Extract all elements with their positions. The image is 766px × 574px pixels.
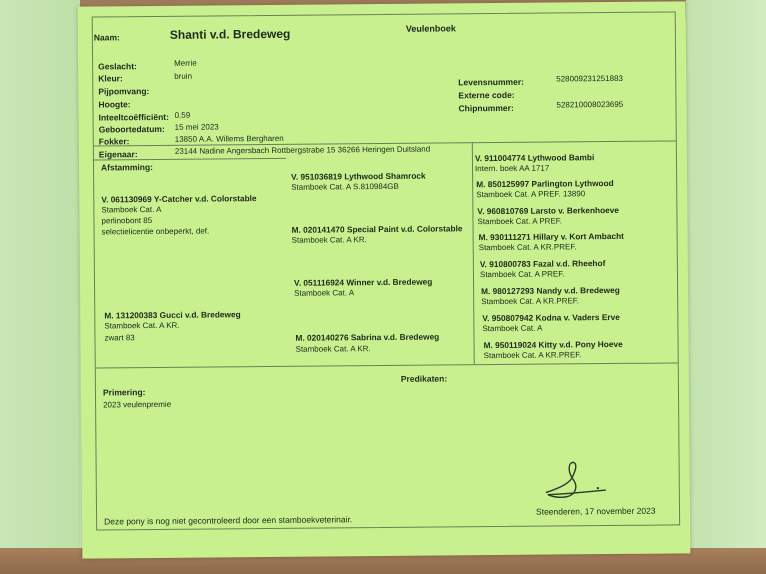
grandparent-2-name: M. 020141470 Special Paint v.d. Colorstable [291, 223, 463, 235]
great-grandparent-5-name: V. 910800783 Fazal v.d. Rheehof [479, 258, 606, 270]
hoogte-label: Hoogte: [98, 99, 131, 110]
pijpomvang-label: Pijpomvang: [98, 86, 150, 97]
grandparent-1-line: Stamboek Cat. A S.810984GB [291, 181, 399, 192]
sire-line-3: selectielicentie onbeperkt, def. [101, 226, 210, 237]
dam-line-1: Stamboek Cat. A KR. [104, 320, 180, 331]
levensnummer-label: Levensnummer: [458, 76, 524, 88]
divider-column [472, 142, 475, 364]
sire-line-2: perlinobont 85 [101, 216, 153, 226]
sire-line-1: Stamboek Cat. A [101, 204, 162, 215]
great-grandparent-3-line: Stamboek Cat. A PREF. [477, 216, 563, 227]
great-grandparent-5-line: Stamboek Cat. A PREF. [479, 269, 565, 280]
great-grandparent-2-name: M. 850125997 Parlington Lythwood [476, 177, 614, 190]
kleur-label: Kleur: [98, 73, 123, 84]
great-grandparent-7-line: Stamboek Cat. A [482, 323, 543, 334]
geslacht-value: Merrie [174, 58, 197, 68]
great-grandparent-2-line: Stamboek Cat. A PREF. 13890 [476, 189, 586, 200]
great-grandparent-6-line: Stamboek Cat. A KR.PREF. [481, 296, 580, 307]
certificate-frame [92, 11, 680, 530]
fokker-label: Fokker: [98, 136, 130, 147]
eigenaar-label: Eigenaar: [98, 149, 138, 160]
grandparent-4-name: M. 020140276 Sabrina v.d. Bredeweg [295, 331, 440, 343]
dam-name: M. 131200383 Gucci v.d. Bredeweg [104, 309, 241, 321]
geslacht-label: Geslacht: [98, 61, 137, 72]
horse-name: Shanti v.d. Bredeweg [169, 26, 291, 42]
great-grandparent-3-name: V. 960810769 Larsto v. Berkenhoeve [477, 204, 620, 217]
background-left [0, 0, 80, 574]
fokker-value: 13850 A.A. Willems Bergharen [174, 133, 284, 144]
footer-note: Deze pony is nog niet gecontroleerd door een stamboekveterinair. [104, 514, 353, 527]
great-grandparent-6-name: M. 980127293 Nandy v.d. Bredeweg [481, 284, 620, 297]
chipnummer-value: 528210008023695 [556, 99, 624, 110]
great-grandparent-8-line: Stamboek Cat. A KR.PREF. [483, 350, 582, 361]
grandparent-4-line: Stamboek Cat. A KR. [295, 344, 371, 354]
sire-name: V. 061130969 Y-Catcher v.d. Colorstable [101, 193, 257, 205]
grandparent-3-name: V. 051116924 Winner v.d. Bredeweg [293, 276, 433, 288]
kleur-value: bruin [174, 71, 193, 81]
geboortedatum-value: 15 mei 2023 [174, 122, 219, 132]
dam-line-2: zwart 83 [104, 333, 135, 343]
eigenaar-value: 23144 Nadine Angersbach Rottbergstrabe 15 36266 Heringen Duitsland [174, 144, 431, 156]
levensnummer-value: 528009231251883 [556, 73, 624, 84]
great-grandparent-1-line: Intern. boek AA 1717 [474, 163, 550, 174]
geboortedatum-label: Geboortedatum: [98, 123, 165, 135]
externe-code-label: Externe code: [458, 89, 515, 101]
pedigree-certificate [78, 1, 691, 558]
signature-mark [538, 458, 618, 503]
naam-label: Naam: [93, 32, 120, 43]
great-grandparent-8-name: M. 950119024 Kitty v.d. Pony Hoeve [483, 338, 623, 351]
grandparent-1-name: V. 951036819 Lythwood Shamrock [291, 170, 426, 182]
great-grandparent-4-name: M. 930111271 Hillary v. Kort Ambacht [478, 230, 624, 243]
inteelt-value: 0.59 [174, 110, 191, 120]
grandparent-2-line: Stamboek Cat. A KR. [291, 235, 367, 245]
grandparent-3-line: Stamboek Cat. A [294, 288, 355, 298]
great-grandparent-1-name: V. 911004774 Lythwood Bambi [474, 152, 595, 164]
footer-place-date: Steenderen, 17 november 2023 [535, 505, 656, 517]
inteelt-label: Inteeltcoëfficiënt: [98, 111, 169, 123]
primering-label: Primering: [102, 387, 146, 398]
background-right [686, 0, 766, 574]
chipnummer-label: Chipnummer: [458, 102, 514, 114]
book-type: Veulenboek [405, 23, 456, 34]
afstamming-label: Afstamming: [100, 162, 154, 173]
primering-value: 2023 veulenpremie [103, 399, 172, 410]
predikaten-label: Predikaten: [400, 373, 448, 384]
great-grandparent-4-line: Stamboek Cat. A KR.PREF. [478, 242, 577, 253]
divider-primering [96, 362, 678, 368]
great-grandparent-7-name: V. 950807942 Kodna v. Vaders Erve [482, 311, 620, 324]
